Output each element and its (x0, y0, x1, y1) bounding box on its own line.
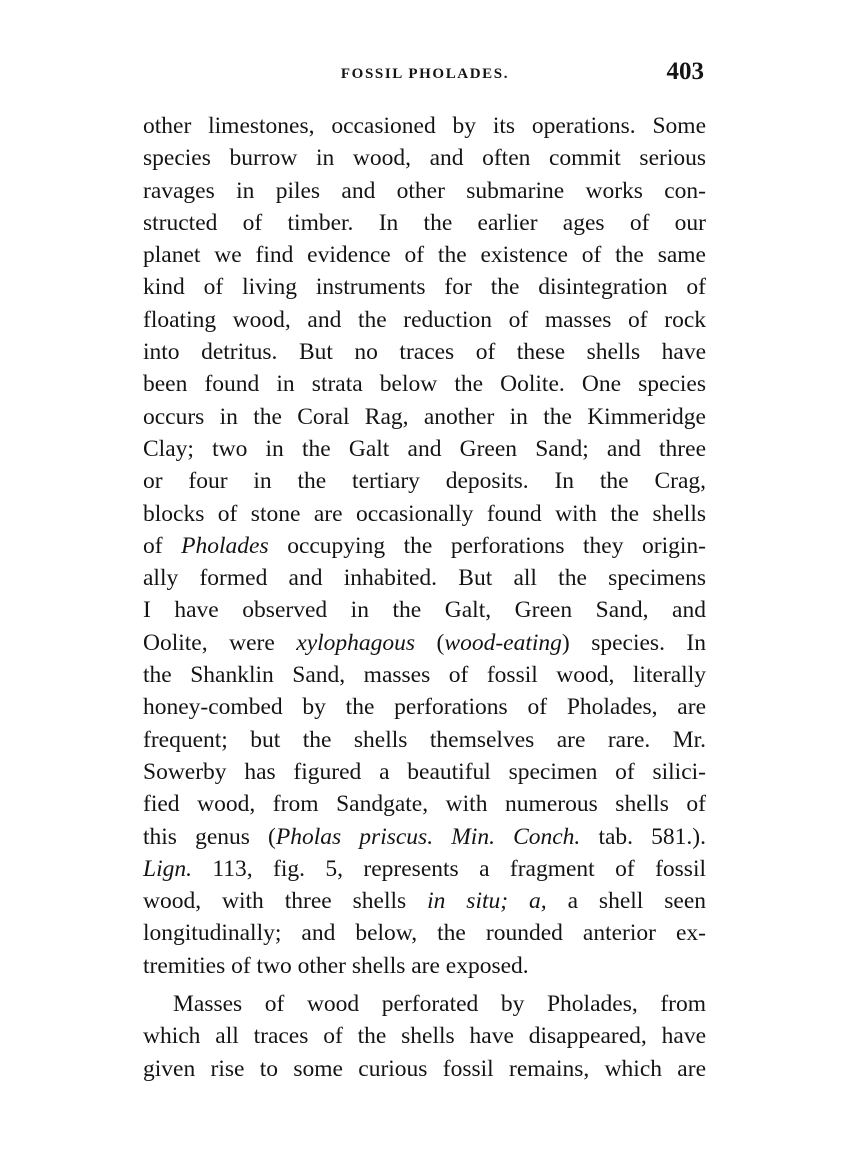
running-title: FOSSIL PHOLADES. (340, 66, 510, 82)
text-line: ravages in piles and other submarine works con- (143, 177, 706, 204)
text-line: occurs in the Coral Rag, another in the Kimmeridge (143, 403, 706, 430)
text-line: given rise to some curious fossil remains, which are (143, 1055, 706, 1082)
text-run: Oolite, were (143, 629, 297, 656)
text-run: occupying the perforations they origin- (268, 532, 707, 559)
text-line: honey-combed by the perforations of Pholades, are (143, 694, 706, 721)
body-text (143, 110, 706, 1085)
text-line (143, 853, 706, 885)
text-run: a shell seen (546, 888, 706, 915)
text-run: this genus ( (143, 823, 276, 850)
text-line: ally formed and inhabited. But all the specimens (143, 565, 706, 592)
text-line: kind of living instruments for the disintegration of (143, 274, 706, 301)
text-line: longitudinally; and below, the rounded anterior ex- (143, 920, 706, 947)
text-line (143, 885, 706, 917)
paragraph-2 (143, 988, 706, 1085)
text-run: of (143, 532, 182, 559)
text-line: structed of timber. In the earlier ages of our (143, 209, 706, 236)
text-line: floating wood, and the reduction of masses of rock (143, 306, 706, 333)
text-line: tremities of two other shells are exposed. (143, 952, 529, 979)
text-line: planet we find evidence of the existence of the same (143, 242, 706, 269)
text-line: frequent; but the shells themselves are rare. Mr. (143, 726, 706, 753)
text-line: species burrow in wood, and often commit serious (143, 145, 706, 172)
text-line: fied wood, from Sandgate, with numerous shells of (143, 791, 706, 818)
text-line: the Shanklin Sand, masses of fossil wood, literally (143, 662, 706, 689)
text-line: Sowerby has figured a beautiful specimen of silici- (143, 758, 706, 785)
text-run: tab. 581.). (580, 823, 706, 850)
text-line: Masses of wood perforated by Pholades, from (173, 991, 706, 1018)
italic-term: xylophagous (296, 629, 416, 656)
text-line (143, 530, 706, 562)
running-head (140, 56, 710, 96)
italic-citation: Lign. (143, 855, 192, 882)
text-line: which all traces of the shells have disappeared, have (143, 1023, 706, 1050)
text-run: ) species. In (561, 629, 707, 656)
text-line: other limestones, occasioned by its operations. Some (143, 113, 706, 139)
text-line: been found in strata below the Oolite. One species (143, 371, 706, 398)
page-number: 403 (666, 58, 704, 85)
text-line (143, 627, 706, 659)
text-line: into detritus. But no traces of these shells have (143, 339, 706, 366)
italic-term: wood-eating (444, 629, 562, 656)
italic-citation: Pholas priscus. Min. Conch. (275, 823, 581, 850)
italic-term: Pholades (181, 532, 269, 559)
text-line: or four in the tertiary deposits. In the Crag, (143, 468, 706, 495)
text-line: I have observed in the Galt, Green Sand, and (143, 597, 706, 624)
text-line: Clay; two in the Galt and Green Sand; and three (143, 435, 706, 462)
paragraph-1 (143, 110, 706, 982)
italic-term: in situ; a, (427, 888, 547, 915)
text-line (143, 821, 706, 853)
text-run: wood, with three shells (143, 888, 428, 915)
text-run: 113, fig. 5, represents a fragment of fossil (191, 855, 706, 882)
text-line: blocks of stone are occasionally found with the shells (143, 500, 706, 527)
text-run: ( (415, 629, 445, 656)
